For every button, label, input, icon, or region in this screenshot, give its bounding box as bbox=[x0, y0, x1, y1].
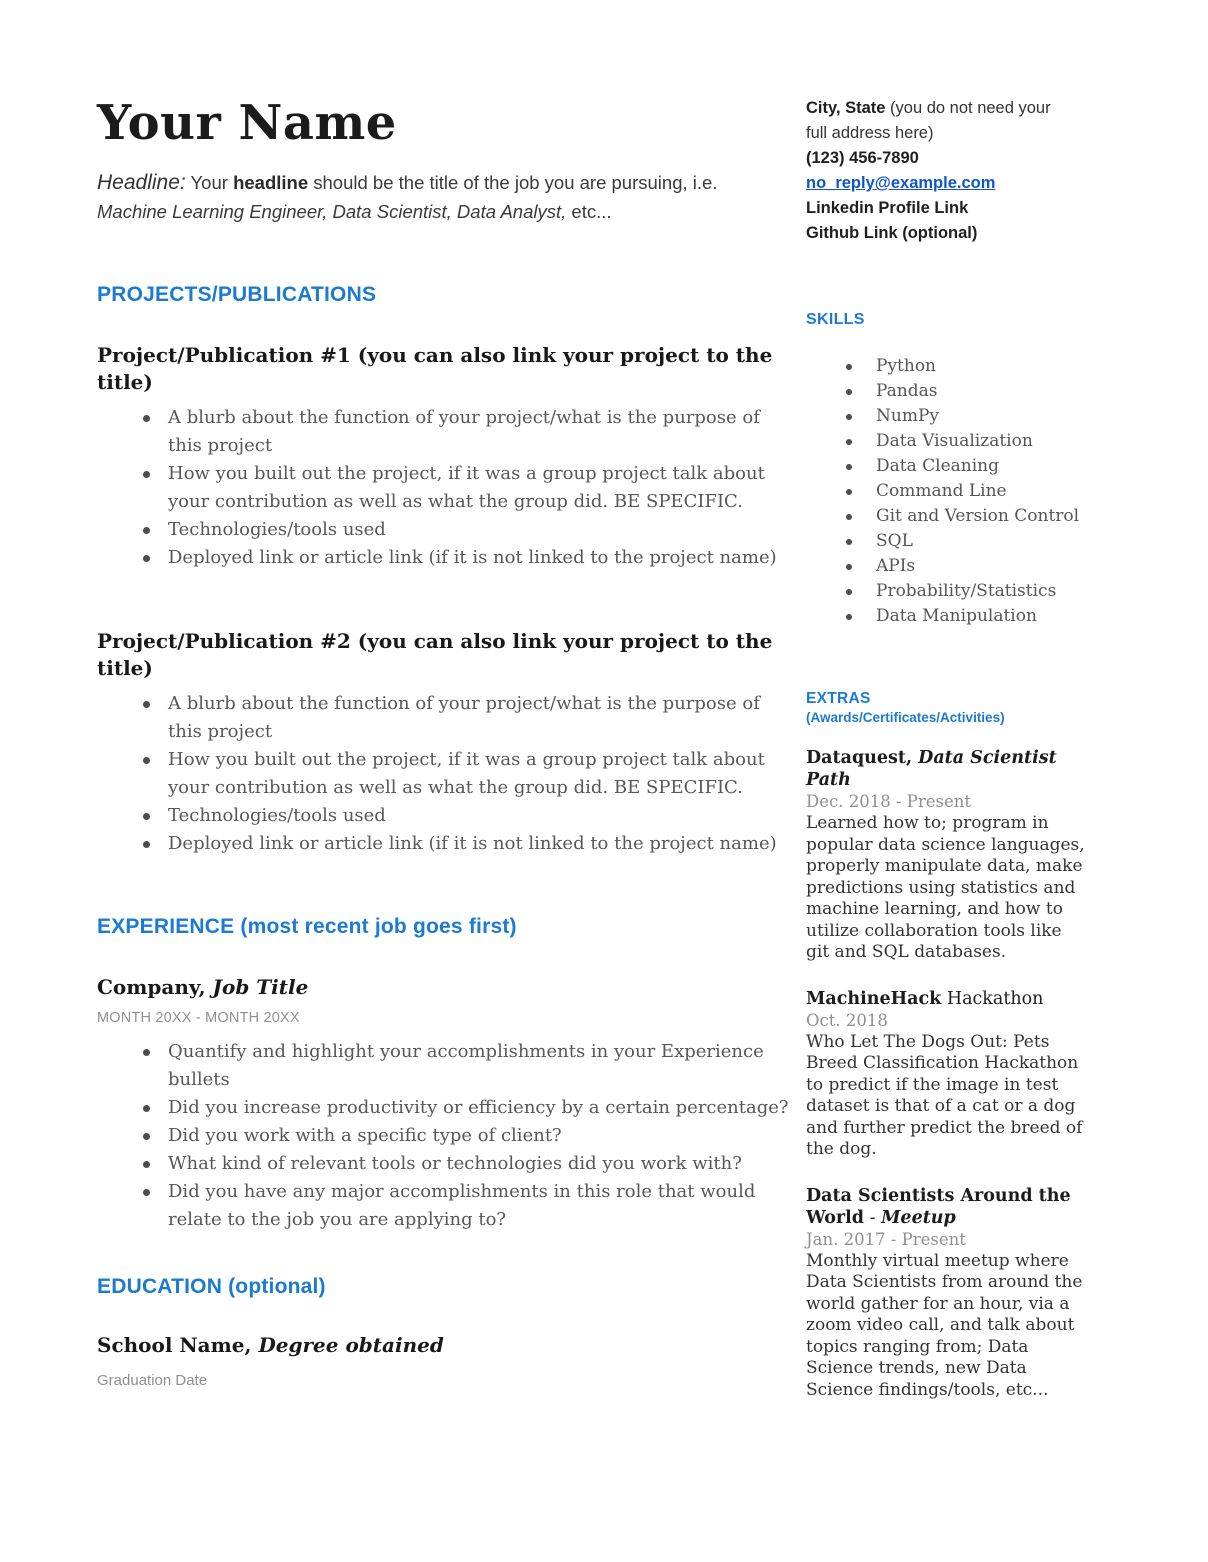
list-item: Command Line bbox=[806, 479, 1096, 504]
list-item: How you built out the project, if it was a group project talk about your contribution as well as what the group did. BE SPECIFIC. bbox=[97, 746, 793, 802]
section-heading-projects: PROJECTS/PUBLICATIONS bbox=[97, 283, 377, 306]
entry-date: Dec. 2018 - Present bbox=[806, 792, 972, 811]
section-heading-education: EDUCATION (optional) bbox=[97, 1275, 326, 1298]
entry-org: MachineHack bbox=[806, 988, 942, 1009]
list-item: Did you increase productivity or efficiency by a certain percentage? bbox=[97, 1094, 793, 1122]
list-item: Git and Version Control bbox=[806, 504, 1096, 529]
contact-block bbox=[806, 96, 1056, 246]
section-heading-skills: SKILLS bbox=[806, 311, 865, 328]
entry-role: Meetup bbox=[881, 1207, 956, 1228]
section-heading-extras: EXTRAS bbox=[806, 690, 871, 707]
list-item: Probability/Statistics bbox=[806, 579, 1096, 604]
contact-email-line bbox=[806, 171, 1056, 196]
extras-entry-meetup bbox=[806, 1185, 1088, 1402]
headline-job-examples: Machine Learning Engineer, Data Scientist, Data Analyst, bbox=[97, 201, 567, 222]
list-item: A blurb about the function of your project/what is the purpose of this project bbox=[97, 690, 793, 746]
list-item: SQL bbox=[806, 529, 1096, 554]
contact-location bbox=[806, 96, 1056, 146]
entry-role: Data Scientist Path bbox=[806, 748, 1057, 790]
extras-entry-machinehack bbox=[806, 988, 1088, 1161]
list-item: Technologies/tools used bbox=[97, 802, 793, 830]
experience-company-title bbox=[97, 974, 792, 1001]
headline-rest: should be the title of the job you are pursuing, i.e. bbox=[308, 172, 718, 193]
list-item: Data Manipulation bbox=[806, 604, 1096, 629]
degree-obtained: Degree obtained bbox=[251, 1333, 444, 1357]
main-column bbox=[97, 96, 792, 1391]
entry-title bbox=[806, 1185, 1088, 1229]
contact-linkedin: Linkedin Profile Link bbox=[806, 199, 969, 217]
list-item: Quantify and highlight your accomplishments in your Experience bullets bbox=[97, 1038, 793, 1094]
list-item: NumPy bbox=[806, 404, 1096, 429]
entry-role: Hackathon bbox=[941, 988, 1044, 1009]
section-heading-experience: EXPERIENCE (most recent job goes first) bbox=[97, 915, 517, 938]
headline bbox=[97, 168, 752, 226]
list-item: Did you work with a specific type of client? bbox=[97, 1122, 793, 1150]
list-item: Deployed link or article link (if it is not linked to the project name) bbox=[97, 544, 793, 572]
experience-dates: MONTH 20XX - MONTH 20XX bbox=[97, 1010, 300, 1026]
list-item: What kind of relevant tools or technologies did you work with? bbox=[97, 1150, 793, 1178]
list-item: How you built out the project, if it was a group project talk about your contribution as well as what the group did. BE SPECIFIC. bbox=[97, 460, 793, 516]
entry-description: Monthly virtual meetup where Data Scientists from around the world gather for an hour, via a zoom video call, and talk about topics ranging from; Data Science trends, new Data Science findings/tools, etc... bbox=[806, 1250, 1083, 1400]
project-entry-2 bbox=[97, 628, 792, 858]
company-name: Company, bbox=[97, 975, 206, 999]
page-title: Your Name bbox=[97, 95, 397, 151]
job-title: Job Title bbox=[205, 975, 309, 999]
project-entry-1 bbox=[97, 342, 792, 572]
project-2-bullets bbox=[97, 690, 792, 858]
education-entry bbox=[97, 1332, 792, 1391]
headline-bold-word: headline bbox=[233, 172, 309, 193]
entry-title bbox=[806, 747, 1088, 791]
list-item: APIs bbox=[806, 554, 1096, 579]
headline-etc: etc... bbox=[566, 201, 612, 222]
list-item: Did you have any major accomplishments in this role that would relate to the job you are applying to? bbox=[97, 1178, 793, 1234]
contact-city-state: City, State bbox=[806, 99, 886, 117]
list-item: A blurb about the function of your project/what is the purpose of this project bbox=[97, 404, 793, 460]
entry-org: Data Scientists Around the World bbox=[806, 1185, 1071, 1228]
extras-entry-dataquest bbox=[806, 747, 1088, 964]
project-2-title: Project/Publication #2 (you can also link your project to the title) bbox=[97, 629, 773, 680]
contact-phone: (123) 456-7890 bbox=[806, 149, 919, 167]
entry-date: Jan. 2017 - Present bbox=[806, 1229, 966, 1249]
experience-entry bbox=[97, 974, 792, 1234]
extras-subheading: (Awards/Certificates/Activities) bbox=[806, 710, 1005, 725]
experience-bullets bbox=[97, 1038, 792, 1234]
headline-label: Headline: bbox=[97, 171, 186, 194]
entry-title bbox=[806, 988, 1088, 1010]
contact-github: Github Link (optional) bbox=[806, 224, 978, 242]
sidebar-column bbox=[806, 96, 1096, 1401]
school-name: School Name, bbox=[97, 1333, 252, 1357]
list-item: Data Visualization bbox=[806, 429, 1096, 454]
entry-date: Oct. 2018 bbox=[806, 1010, 888, 1030]
graduation-date: Graduation Date bbox=[97, 1372, 208, 1389]
project-1-bullets bbox=[97, 404, 792, 572]
list-item: Deployed link or article link (if it is not linked to the project name) bbox=[97, 830, 793, 858]
email-link[interactable]: no_reply@example.com bbox=[806, 174, 996, 192]
project-1-title: Project/Publication #1 (you can also link your project to the title) bbox=[97, 343, 773, 394]
list-item: Python bbox=[806, 354, 1096, 379]
headline-pre: Your bbox=[185, 172, 234, 193]
list-item: Pandas bbox=[806, 379, 1096, 404]
skills-list bbox=[806, 354, 1096, 629]
entry-description: Who Let The Dogs Out: Pets Breed Classification Hackathon to predict if the image in test dataset is that of a cat or a dog and further predict the breed of the dog. bbox=[806, 1031, 1083, 1159]
entry-dash: - bbox=[864, 1207, 882, 1228]
education-school-title bbox=[97, 1332, 792, 1359]
list-item: Data Cleaning bbox=[806, 454, 1096, 479]
entry-org: Dataquest, bbox=[806, 748, 913, 768]
list-item: Technologies/tools used bbox=[97, 516, 793, 544]
entry-description: Learned how to; program in popular data science languages, properly manipulate data, make predictions using statistics and machine learning, and how to utilize collaboration tools like git and SQL databases. bbox=[806, 813, 1085, 962]
contact-city-note: (you do not need your full address here) bbox=[806, 99, 1051, 142]
